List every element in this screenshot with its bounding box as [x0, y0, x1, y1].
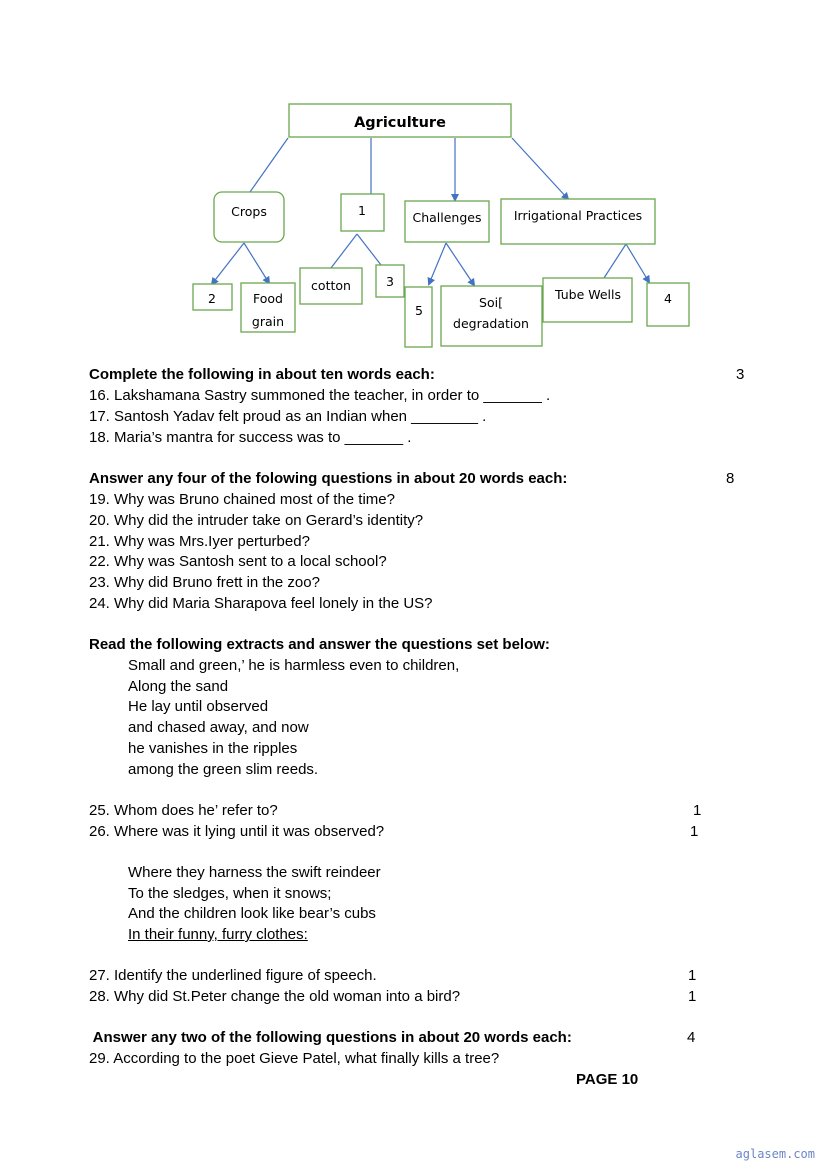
- node-agriculture: [289, 104, 511, 137]
- question-24: 24. Why did Maria Sharapova feel lonely in the US?: [89, 595, 433, 612]
- node-tube-wells-label: Tube Wells: [554, 287, 622, 302]
- poem1-line: and chased away, and now: [128, 719, 309, 736]
- section-b-heading: Answer any four of the folowing questions in about 20 words each:: [89, 470, 568, 487]
- node-cotton: [300, 268, 362, 304]
- section-d-heading: Answer any two of the following questions in about 20 words each:: [89, 1029, 572, 1046]
- question-25-marks: 1: [693, 802, 702, 819]
- section-a-heading: Complete the following in about ten words each:: [89, 366, 435, 383]
- poem2-line: Where they harness the swift reindeer: [128, 864, 381, 881]
- question-26-marks: 1: [690, 823, 699, 840]
- question-27: 27. Identify the underlined figure of speech.: [89, 967, 377, 984]
- node-food-grain: [241, 283, 295, 332]
- node-blank-3-label: 3: [386, 274, 394, 289]
- node-blank-4-label: 4: [664, 291, 672, 306]
- poem1-line: Along the sand: [128, 678, 229, 695]
- node-blank-5: [405, 287, 432, 347]
- node-blank-1-label: 1: [358, 203, 366, 218]
- poem1-line: He lay until observed: [128, 698, 269, 715]
- question-29: 29. According to the poet Gieve Patel, what finally kills a tree?: [89, 1050, 500, 1067]
- question-23: 23. Why did Bruno frett in the zoo?: [89, 574, 320, 591]
- node-tube-wells: [543, 278, 632, 322]
- question-25: 25. Whom does he’ refer to?: [89, 802, 278, 819]
- node-irrigational-label: Irrigational Practices: [513, 208, 643, 223]
- question-20: 20. Why did the intruder take on Gerard’s identity?: [89, 512, 424, 529]
- question-17: 17. Santosh Yadav felt proud as an Indian when ________ .: [89, 408, 487, 425]
- node-soil-degradation: [441, 286, 542, 346]
- question-22: 22. Why was Santosh sent to a local school?: [89, 553, 387, 570]
- node-crops-label: Crops: [231, 204, 267, 219]
- node-agriculture-label: Agriculture: [354, 115, 446, 131]
- section-c-heading: Read the following extracts and answer the questions set below:: [89, 636, 550, 653]
- question-21: 21. Why was Mrs.Iyer perturbed?: [89, 533, 310, 550]
- question-27-marks: 1: [688, 967, 697, 984]
- question-19: 19. Why was Bruno chained most of the time?: [89, 491, 395, 508]
- question-26: 26. Where was it lying until it was observed?: [89, 823, 385, 840]
- node-irrigational-practices: [501, 199, 655, 244]
- poem2-line: And the children look like bear’s cubs: [128, 905, 376, 922]
- agriculture-concept-map: [0, 0, 827, 350]
- watermark-link[interactable]: aglasem.com: [735, 1147, 815, 1161]
- section-b-marks: 8: [726, 470, 735, 487]
- page-number: PAGE 10: [576, 1071, 639, 1088]
- poem2-line: To the sledges, when it snows;: [128, 885, 332, 902]
- poem1-line: among the green slim reeds.: [128, 761, 319, 778]
- node-blank-2-label: 2: [208, 291, 216, 306]
- node-cotton-label: cotton: [311, 278, 351, 293]
- node-blank-5-label: 5: [415, 303, 423, 318]
- node-crops: [214, 192, 284, 242]
- node-food-grain-label-1: Food: [253, 291, 283, 306]
- poem1-line: he vanishes in the ripples: [128, 740, 298, 757]
- question-28: 28. Why did St.Peter change the old woman into a bird?: [89, 988, 461, 1005]
- node-challenges-label: Challenges: [412, 210, 482, 225]
- question-18: 18. Maria’s mantra for success was to _______ .: [89, 429, 412, 446]
- node-challenges: [405, 201, 489, 242]
- node-soil-label-1: Soi[: [479, 295, 503, 310]
- poem1-line: Small and green,’ he is harmless even to children,: [128, 657, 460, 674]
- node-blank-4: [647, 283, 689, 326]
- question-28-marks: 1: [688, 988, 697, 1005]
- node-blank-3: [376, 265, 404, 297]
- poem2-underlined-line: In their funny, furry clothes:: [128, 926, 308, 943]
- node-blank-1: [341, 194, 384, 231]
- node-blank-2: [193, 284, 232, 310]
- section-d-marks: 4: [687, 1029, 696, 1046]
- node-soil-label-2: degradation: [453, 316, 529, 331]
- section-a-marks: 3: [736, 366, 745, 383]
- question-16: 16. Lakshamana Sastry summoned the teacher, in order to _______ .: [89, 387, 551, 404]
- node-food-grain-label-2: grain: [251, 314, 285, 329]
